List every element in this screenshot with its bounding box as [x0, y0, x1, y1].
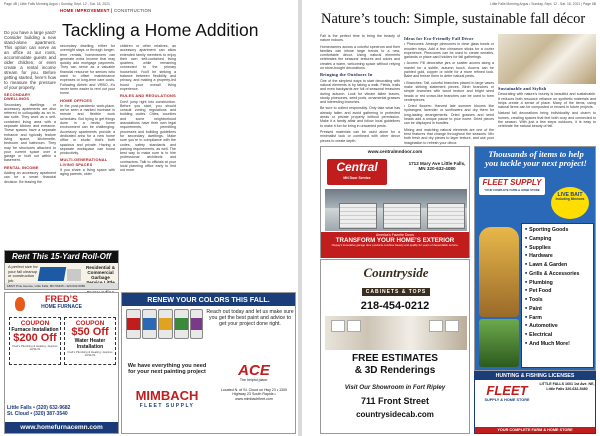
- right-folio: Little Falls Morning Argus • Sunday, Sept. 12 - Sat. 18, 2021 | Page 5B: [490, 2, 596, 6]
- category-item: ■ Farm: [525, 314, 590, 323]
- hunting-bar: HUNTING & FISHING LICENSES: [475, 372, 595, 380]
- category-item: ■ Tools: [525, 296, 590, 305]
- coupon-note: Fred’s Plumbing & Heating • Expires 12/31/21: [12, 344, 58, 351]
- category-item: ■ Electrical: [525, 331, 590, 340]
- garage-door-icon: [339, 203, 377, 229]
- coupon-amount: $200 Off: [13, 332, 57, 344]
- paragraph: Fall is the perfect time to bring the beauty of nature indoors.: [320, 34, 400, 43]
- hunting-footer: YOUR COMPLETE FARM & HOME STORE: [475, 427, 595, 433]
- fleet-store-info: LITTLE FALLS 1601 1st Ave. NE, Little Falls 320-632-5480: [539, 382, 595, 391]
- fleet-headline: Thousands of items to help you tackle your next project!: [485, 149, 587, 169]
- showroom-text: Visit Our Showroom in Fort Ripley: [344, 384, 446, 391]
- fleet-logo-small: [478, 384, 536, 412]
- paragraph: One of the simplest ways to start decorating with natural elements is by taking a walk. Fields, trails and even backyards are full of seasonal treasures during autumn. Look for vibrant fallen leaves, sturdy pinecones, seed pods, ornamental grasses and interesting branches.: [320, 78, 400, 105]
- right-page: [302, 0, 600, 436]
- countryside-website[interactable]: countrysidecab.com: [356, 410, 434, 419]
- mimbach-paint-ad: [121, 292, 296, 434]
- fleet-logo-sub: SUPPLY & HOME STORE: [484, 398, 530, 402]
- paint-can-icon: [126, 309, 141, 339]
- fred-logo: [5, 295, 118, 310]
- category-item: ■ Sporting Goods: [525, 226, 590, 235]
- section-label: HOME IMPROVEMENT: [60, 8, 110, 13]
- furnace-coupon: [9, 317, 61, 365]
- ace-tagline: The helpful place.: [239, 378, 269, 382]
- live-bait-title: LIVE BAIT: [557, 192, 583, 198]
- paragraph: Decorating with nature’s bounty is beautiful and sustainable. It reduces both resource reliance on synthetic materials and helps create a sense of place. Many of the items, using natural items can be composted or reused in future projects.: [498, 92, 596, 110]
- central-band-body: Clopay’s innovative garage door products combine beauty and quality for years of dependable service.: [331, 243, 459, 247]
- fleet-logo-text: FLEET SUPPLY: [482, 178, 542, 187]
- garage-door-photo: [325, 189, 467, 231]
- central-band-kicker: America’s Favorite Doors: [376, 233, 414, 237]
- coupon-label: COUPON: [75, 320, 105, 327]
- paragraph: children or other relatives, an accessory apartment can allow extended family members to enjoy their own self-contained living quarters, while remaining connected to the primary household. You’ll be striking a balance between flexibility and privacy, and making a property-led boost your overall living experience.: [120, 44, 176, 91]
- decor-column-2: [404, 34, 494, 145]
- article-column-3: [120, 44, 176, 246]
- paragraph: Don’t jump right into construction. Before you start, you should consult zoning regulations and building codes. Cities, counties and some neighborhood associations have their own legal requirements, permitting processes and building guidelines for secondary dwellings. Make sure you’re in compliance with the codes, safety standards and parking requirements, as well. The best way to make sure is to hire professional architects and contractors. Talk to officials at your local planning office early to find out more.: [120, 99, 176, 173]
- product-photo: [479, 319, 519, 367]
- rolloff-footer: 18627 Pine Avenue, Little Falls, MN 56345 • 320-632-5080: [5, 283, 118, 289]
- fleet-logo: [479, 177, 545, 195]
- category-item: ■ Pet Food: [525, 287, 590, 296]
- paragraph: secondary dwelling, either for overnight stays or through longer-term rentals, homeowners can generate extra income that may quickly add mortgage payments. They can serve as a valuable financial resource for seniors who want to offset maintenance expenses or long-term care costs. Following Airbnb and VRBO, it’s never been easier to rent out your home.: [60, 44, 115, 96]
- mimbach-address: Located N. of St. Cloud on Hwy 23 • 1300 Highway 23 South Rapids • www.mimbachfleet.com: [220, 388, 288, 401]
- paint-can-icon: [142, 309, 157, 339]
- rolloff-subtext: A perfect size for your fall cleanup or construction job.: [8, 264, 38, 283]
- article-column-2: [60, 44, 115, 246]
- paragraph: If you share a living space with aging parents, older: [60, 168, 115, 177]
- garage-door-icon: [427, 203, 465, 229]
- paragraph: Mixing and matching natural elements are one of the best features that change throughout the seasons. Mix both fresh and dry pieces to layer texture, and use your imagination to refresh your décor.: [404, 127, 494, 145]
- category-item: ■ Grills & Accessories: [525, 270, 590, 279]
- central-door-ad: [320, 146, 470, 258]
- dumpster-icon: [38, 267, 66, 281]
- cabinet-icon: [347, 320, 361, 332]
- subhead-secondary-dwellings: SECONDARY DWELLINGS: [4, 92, 31, 102]
- countryside-phone: 218-454-0212: [360, 300, 430, 312]
- coupon-title: Furnace Installation: [11, 327, 59, 333]
- decor-column-1: [320, 34, 400, 142]
- category-item: ■ Camping: [525, 235, 590, 244]
- paragraph: Adding an accessory apartment can be a smart financial decision. Be leasing the: [4, 171, 56, 184]
- left-page-headline: Tackling a Home Addition: [62, 20, 259, 40]
- subhead-home-offices: HOME OFFICES: [60, 97, 93, 103]
- mimbach-logo: MIMBACH: [135, 388, 199, 403]
- coupon-amount: $50 Off: [71, 326, 109, 338]
- coupon-label: COUPON: [20, 320, 50, 327]
- coupon-note: Fred’s Plumbing & Heating • Expires 12/31/21: [67, 350, 113, 357]
- section-sub-label: CONSTRUCTION: [114, 8, 152, 13]
- 3d-renderings: & 3D Renderings: [354, 365, 436, 376]
- cabinet-icon: [331, 320, 345, 332]
- category-item: ■ And Much More!: [525, 340, 590, 349]
- article-column-1: [4, 30, 56, 246]
- subhead-sustainable-stylish: Sustainable and Stylish: [498, 86, 547, 91]
- paragraph: • Dried flowers: Harvest late summer blooms like hydrangea, lavender or sunflowers and dry them for long-lasting arrangements. Dried grasses and seed heads add a unique pause to your home. Dried pieces can be displayed in bundles.: [404, 104, 494, 126]
- fred-name: FRED’S: [44, 294, 78, 304]
- central-band-headline: TRANSFORM YOUR HOME’S EXTERIOR: [335, 237, 455, 244]
- paragraph: In the post-pandemic work-place, we’ve seen a marked increase in remote and flexible work schedules. But trying to get things done in a hectic home environment can be challenging. Accessory apartments provide a dedicated area for a new home office or studio that’s both spacious and private. Having a separate workspace can boost productivity.: [60, 103, 115, 156]
- category-item: ■ Lawn & Garden: [525, 261, 590, 270]
- subhead-rental-income: RENTAL INCOME: [4, 164, 39, 170]
- paragraph: Secondary dwellings or accessory apartments are also referred to colloquially as an in-law suite. They work as a self-contained living area with a separate kitchen and entrance. These spaces have a separate entrance and typically feature living space, kitchenette, bedroom and bathroom. They may be structures attached to your current space over a garage or built out within a basement.: [4, 102, 56, 163]
- category-item: ■ Supplies: [525, 244, 590, 253]
- subhead-bringing-outdoors-in: Bringing the Outdoors In: [320, 72, 373, 78]
- countryside-address: 711 Front Street: [360, 396, 430, 406]
- left-folio: Page 4B | Little Falls Morning Argus • Sunday, Sept. 12 - Sat. 18, 2021: [4, 2, 110, 6]
- kitchen-photo: [325, 316, 467, 350]
- central-info: 1712 Mary Ave Little Falls, MN 320-632-4080: [408, 161, 466, 172]
- free-estimates: FREE ESTIMATES: [352, 353, 438, 364]
- flame-icon: [15, 297, 25, 311]
- countryside-sub: CABINETS & TOPS: [362, 288, 430, 296]
- paragraph: • Acorns: Fill decorative jars or scatter acorns along a mantel for a subtle, autumn touch. Acorns can be painted gold, copper or white for a more refined look. Bake and freeze them to deter natural pests.: [404, 61, 494, 79]
- countryside-logo: [331, 266, 461, 298]
- rolloff-company: Residential & Commercial Garbage: [85, 265, 116, 280]
- countryside-name: Countryside: [363, 265, 429, 280]
- mimbach-logo-sub: FLEET SUPPLY: [139, 403, 195, 409]
- product-photo: [479, 227, 519, 317]
- paragraph: Pressed materials can be used alone for a minimalist look or combined with other decor pieces to create depth.: [320, 129, 400, 143]
- paragraph: Homeowners across a colorful spectrum and their families can infuse large trends to a new, comfortable décor. Using natural elements celebrates the seasons’ textures and colors and creates a warm, welcoming space without relying on store-bought decorations.: [320, 44, 400, 71]
- mimbach-tagline: We have everything you need for your next painting project: [127, 363, 207, 376]
- live-bait-badge: [551, 187, 589, 219]
- central-band: [321, 232, 469, 258]
- mimbach-headline: RENEW YOUR COLORS THIS FALL.: [122, 293, 295, 306]
- category-item: ■ Plumbing: [525, 279, 590, 288]
- subhead-multi-generational: MULTI-GENERATIONAL LIVING SPACES: [60, 157, 108, 167]
- fred-contact-st-cloud: St. Cloud • (320) 387-3540: [7, 411, 68, 417]
- fleet-supply-ad: [474, 146, 596, 371]
- central-name: Central: [336, 160, 378, 174]
- cabinet-icon: [429, 320, 443, 332]
- category-item: ■ Paint: [525, 305, 590, 314]
- left-page: [0, 0, 298, 436]
- fred-contact-little-falls: Little Falls • (320) 632-9682: [7, 405, 71, 411]
- central-sub: MN Door Service: [343, 176, 371, 180]
- paint-can-icon: [158, 309, 173, 339]
- subhead-rules-regulations: RULES AND REGULATIONS: [120, 93, 176, 99]
- mimbach-reach-text: Reach out today and let us make sure you get the best paint and advice to get your project done right.: [206, 309, 294, 327]
- garage-door-icon: [383, 203, 421, 229]
- subhead-eco-friendly-ideas: Ideas for Eco-Friendly Fall Décor: [404, 36, 474, 41]
- paragraph: Be sure to collect responsibly. Only take what has already fallen and avoid gathering in protected areas or private property without permission. Make it a family affair and follow local guidelines to make it fun for bring in unwanted pests.: [320, 106, 400, 128]
- water-heater-coupon: [64, 317, 116, 365]
- decor-column-3: [498, 34, 596, 142]
- category-item: ■ Hardware: [525, 252, 590, 261]
- fleet-logo-sub: YOUR COMPLETE FARM & HOME STORE: [484, 188, 540, 192]
- paint-cans-image: [126, 309, 204, 343]
- central-url[interactable]: www.centralmndoor.com: [367, 149, 423, 154]
- countryside-cabinets-ad: [320, 259, 470, 434]
- decor-photo: [498, 34, 596, 84]
- right-page-headline: Nature’s touch: Simple, sustainable fall décor: [321, 11, 586, 27]
- fred-url[interactable]: www.homefurnacemn.com: [5, 422, 118, 433]
- paragraph: • Branches: Tall, colorful branches placed in large vases make striking statement pieces. Birch branches or simple branches with wood texture and bright seed heads or red crown-like branches can be used to form centerpieces.: [404, 80, 494, 102]
- paint-can-icon: [174, 309, 189, 339]
- rolloff-headline: Rent This 15-Yard Roll-Off: [5, 251, 118, 263]
- ace-brand: ACE: [238, 362, 270, 379]
- section-header: HOME IMPROVEMENT | CONSTRUCTION: [60, 8, 152, 13]
- hunting-licenses-ad: [474, 371, 596, 434]
- coupon-title: Water Heater Installation: [74, 338, 106, 350]
- central-logo: [327, 159, 387, 185]
- fleet-logo-text: FLEET: [486, 383, 528, 398]
- fred-subname: HOME FURNACE: [41, 304, 82, 310]
- fred-furnace-ad: [4, 292, 119, 434]
- fred-contacts: [7, 405, 118, 417]
- paragraph: • Pinecones: Arrange pinecones in clear glass bowls or wooden trays. Add a few cinnamon sticks for a cozier experience. Pinecones can be used to create wreaths, garlands or place card holders for fall gatherings.: [404, 42, 494, 60]
- paint-can-icon: [190, 309, 203, 339]
- category-item: ■ Automotive: [525, 322, 590, 331]
- article-lead: Do you have a large yard? Consider building a new stand-alone apartment. This option can serve as an office at our roots, accommodate guests and older children, or even create a rental income stream for you. Before getting started, here’s how to measure the pressure of your property.: [4, 30, 56, 90]
- paragraph: Natural fall decorations bring individuality and charm to homes, creating spaces that feel both cozy and connected to the season. With just a few steps outdoors, it is easy to celebrate the natural beauty of fall.: [498, 111, 596, 129]
- rolloff-ad: [4, 250, 119, 290]
- live-bait-sub: Including Minnows: [555, 197, 585, 201]
- fleet-category-list: [521, 223, 594, 368]
- ace-logo: [214, 363, 294, 382]
- cabinet-icon: [445, 320, 459, 332]
- truck-icon: [67, 269, 81, 281]
